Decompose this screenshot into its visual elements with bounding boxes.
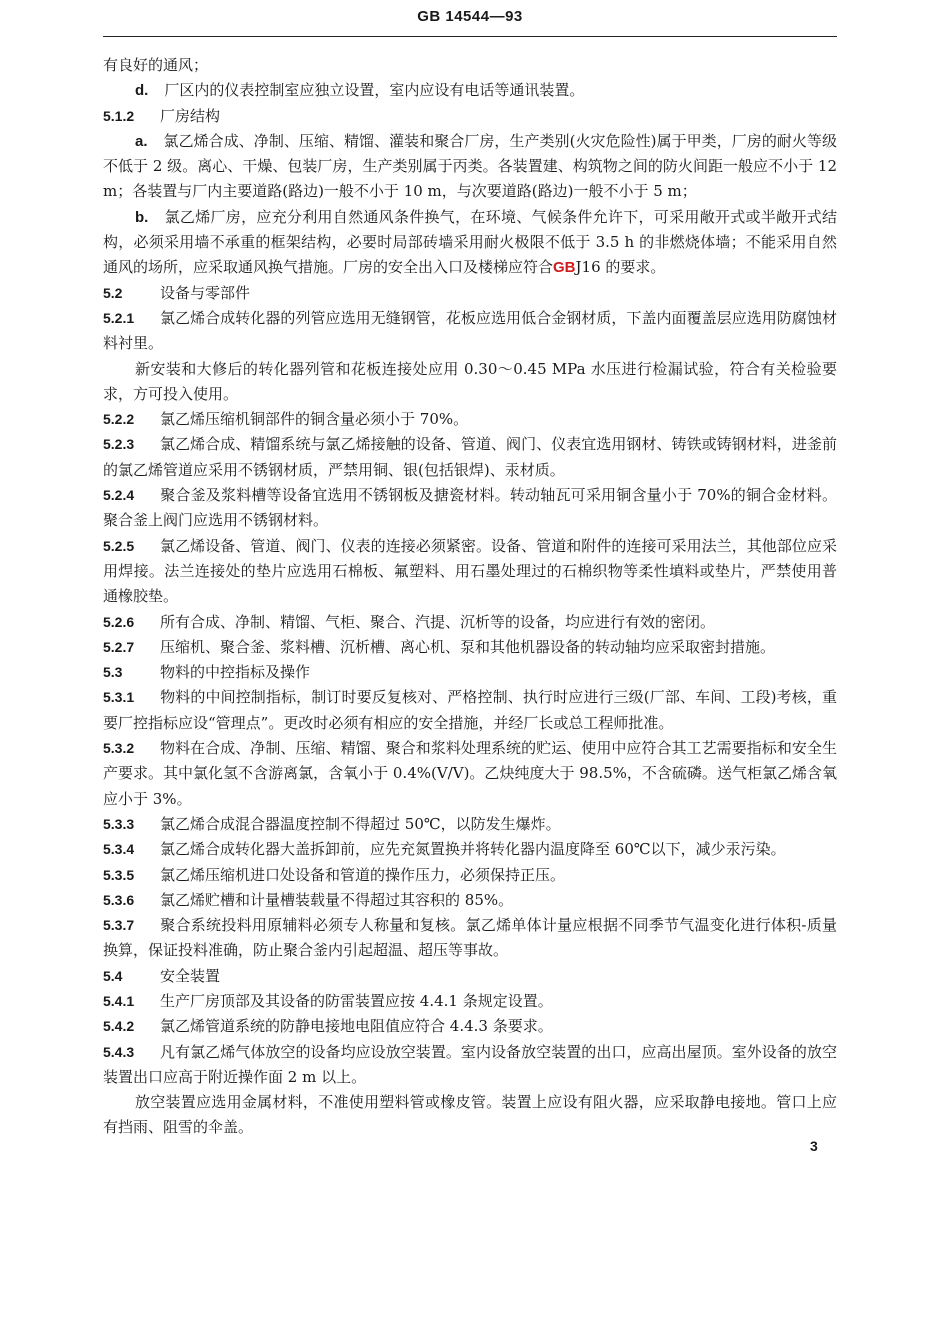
item-d [103, 78, 837, 103]
paragraph: 新安装和大修后的转化器列管和花板连接处应用 0.30～0.45 MPa 水压进行检漏试验，符合有关检验要求，方可投入使用。 [103, 359, 837, 403]
header-divider [103, 36, 837, 37]
page-number: 3 [810, 1138, 818, 1154]
item-label: b. [135, 208, 149, 226]
item-text: 厂区内的仪表控制室应独立设置，室内应设有电话等通讯装置。 [164, 81, 585, 100]
item-a [103, 129, 837, 205]
clause-text: 氯乙烯贮槽和计量槽装载量不得超过其容积的 85%。 [160, 890, 514, 909]
item-text: J16 的要求。 [575, 258, 666, 277]
clause [103, 610, 837, 635]
document-body [103, 53, 837, 1141]
clause-text: 凡有氯乙烯气体放空的设备均应设放空装置。室内设备放空装置的出口，应高出屋顶。室外设备的放空装置出口应高于附近操作面 2 m 以上。 [103, 1042, 837, 1086]
clause [103, 534, 837, 610]
item-b [103, 205, 837, 281]
clause-text: 聚合系统投料用原辅料必须专人称量和复核。氯乙烯单体计量应根据不同季节气温变化进行体积-质量换算，保证投料准确，防止聚合釜内引起超温、超压等事故。 [103, 916, 837, 960]
clause-number: 5.3.5 [103, 866, 135, 883]
clause [103, 837, 837, 862]
item-text: 氯乙烯合成、净制、压缩、精馏、灌装和聚合厂房，生产类别(火灾危险性)属于甲类，厂房的耐火等级不低于 2 级。离心、干燥、包装厂房，生产类别属于丙类。各装置建、构筑物之间的防火间距一般应不小于 12 m；各装置与厂内主要道路(路边)一般不小于 10 m，与次要道路(路边)一般不小于 5 m； [103, 131, 837, 201]
clause [103, 635, 837, 660]
section-number: 5.3 [103, 664, 123, 681]
clause-text: 氯乙烯设备、管道、阀门、仪表的连接必须紧密。设备、管道和附件的连接可采用法兰，其他部位应采用焊接。法兰连接处的垫片应选用石棉板、氟塑料、用石墨处理过的石棉织物等柔性填料或垫片，严禁使用普通橡胶垫。 [103, 536, 837, 606]
clause-number: 5.4.2 [103, 1018, 135, 1035]
paragraph: 放空装置应选用金属材料，不准使用塑料管或橡皮管。装置上应设有阻火器，应采取静电接地。管口上应有挡雨、阻雪的伞盖。 [103, 1093, 837, 1137]
clause-number: 5.3.1 [103, 689, 135, 706]
standard-code: GB [553, 259, 576, 277]
section-number: 5.4 [103, 967, 123, 984]
clause [103, 685, 837, 736]
section-title: 物料的中控指标及操作 [160, 663, 311, 682]
clause-number: 5.2.1 [103, 309, 135, 326]
section-number: 5.1.2 [103, 107, 135, 124]
section-title: 设备与零部件 [160, 283, 251, 302]
clause-text: 氯乙烯压缩机进口处设备和管道的操作压力，必须保持正压。 [160, 865, 566, 884]
clause-number: 5.2.6 [103, 613, 135, 630]
clause-number: 5.2.4 [103, 487, 135, 504]
section-heading [103, 660, 837, 685]
clause-text: 氯乙烯合成转化器的列管应选用无缝钢管，花板应选用低合金钢材质，下盖内面覆盖层应选用防腐蚀材料衬里。 [103, 308, 837, 353]
clause-text: 氯乙烯管道系统的防静电接地电阻值应符合 4.4.3 条要求。 [160, 1017, 553, 1036]
clause-number: 5.2.5 [103, 537, 135, 554]
paragraph: 有良好的通风； [103, 56, 209, 74]
clause-number: 5.4.1 [103, 992, 135, 1009]
clause [103, 913, 837, 964]
clause-text: 压缩机、聚合釜、浆料槽、沉析槽、离心机、泵和其他机器设备的转动轴均应采取密封措施。 [160, 637, 776, 656]
clause-text: 物料在合成、净制、压缩、精馏、聚合和浆料处理系统的贮运、使用中应符合其工艺需要指标和安全生产要求。其中氯化氢不含游离氯，含氧小于 0.4%(V/V)。乙炔纯度大于 98.5%，不含硫磷。送气柜氯乙烯含氧应小于 3%。 [103, 739, 837, 808]
section-title: 安全装置 [160, 966, 221, 985]
clause-text: 生产厂房顶部及其设备的防雷装置应按 4.4.1 条规定设置。 [160, 991, 553, 1010]
section-title: 厂房结构 [160, 106, 221, 125]
item-label: d. [135, 82, 149, 100]
clause [103, 432, 837, 483]
clause [103, 1040, 837, 1091]
clause [103, 812, 837, 837]
clause-text: 氯乙烯合成混合器温度控制不得超过 50℃，以防发生爆炸。 [160, 814, 561, 833]
item-text: 氯乙烯厂房，应充分利用自然通风条件换气，在环境、气候条件允许下，可采用敞开式或半敞开式结构，必须采用墙不承重的框架结构，必要时局部砖墙采用耐火极限不低于 3.5 h 的非燃烧体墙；不能采用自然通风的场所，应采取通风换气措施。厂房的安全出入口及楼梯应符合 [103, 207, 837, 277]
clause [103, 863, 837, 888]
section-number: 5.2 [103, 284, 123, 301]
clause [103, 888, 837, 913]
clause-text: 聚合釜及浆料槽等设备宜选用不锈钢板及搪瓷材料。转动轴瓦可采用铜含量小于 70%的铜合金材料。聚合釜上阀门应选用不锈钢材料。 [103, 486, 837, 530]
clause-text: 物料的中间控制指标，制订时要反复核对、严格控制、执行时应进行三级(厂部、车间、工段)考核，重要厂控指标应设“管理点”。更改时必须有相应的安全措施，并经厂长或总工程师批准。 [103, 688, 837, 732]
clause-text: 氯乙烯合成转化器大盖拆卸前，应先充氮置换并将转化器内温度降至 60℃以下，减少汞污染。 [160, 840, 786, 859]
clause-number: 5.3.2 [103, 740, 135, 757]
clause-text: 氯乙烯压缩机铜部件的铜含量必须小于 70%。 [160, 410, 469, 429]
clause-text: 氯乙烯合成、精馏系统与氯乙烯接触的设备、管道、阀门、仪表宜选用钢材、铸铁或铸钢材料，进釜前的氯乙烯管道应采用不锈钢材质，严禁用铜、银(包括银焊)、汞材质。 [103, 435, 837, 479]
clause [103, 736, 837, 812]
clause-number: 5.2.3 [103, 436, 135, 453]
clause [103, 306, 837, 357]
page-header: GB 14544—93 [417, 8, 523, 25]
clause-number: 5.2.7 [103, 638, 135, 655]
clause-number: 5.3.3 [103, 815, 135, 832]
clause-text: 所有合成、净制、精馏、气柜、聚合、汽提、沉析等的设备，均应进行有效的密闭。 [160, 612, 716, 631]
clause-number: 5.3.7 [103, 917, 135, 934]
clause [103, 1014, 837, 1039]
clause [103, 407, 837, 432]
clause [103, 483, 837, 534]
clause [103, 989, 837, 1014]
clause-number: 5.2.2 [103, 411, 135, 428]
clause-number: 5.3.6 [103, 891, 135, 908]
section-heading [103, 964, 837, 989]
section-heading [103, 104, 837, 129]
section-heading [103, 281, 837, 306]
clause-number: 5.4.3 [103, 1043, 135, 1060]
clause-number: 5.3.4 [103, 841, 135, 858]
item-label: a. [135, 132, 148, 150]
